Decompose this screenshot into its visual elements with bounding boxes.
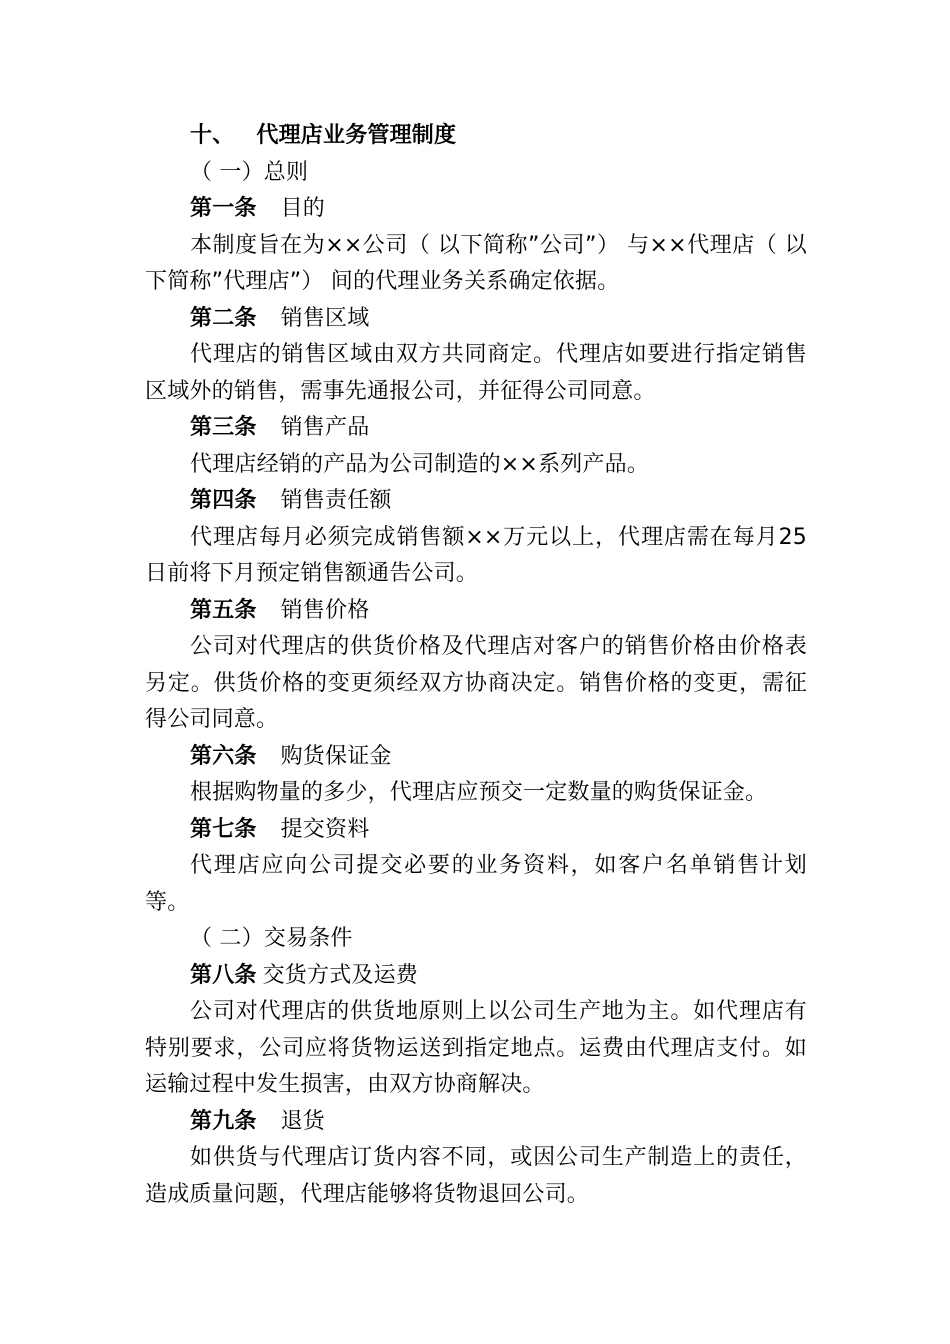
article-title: 交货方式及运费 (262, 962, 419, 988)
article-heading (145, 1104, 807, 1141)
article-title: 提交资料 (280, 816, 370, 842)
section-title (145, 118, 807, 155)
article-body: 根据购物量的多少，代理店应预交一定数量的购货保证金。 (190, 780, 768, 805)
article-heading (145, 593, 807, 630)
article-title: 购货保证金 (280, 743, 392, 769)
section-title-text: 代理店业务管理制度 (256, 123, 457, 148)
article-heading (145, 483, 807, 520)
article-body: 公司对代理店的供货地原则上以公司生产地为主。如代理店有特别要求，公司应将货物运送到指定地点。运费由代理店支付。如运输过程中发生损害，由双方协商解决。 (145, 999, 807, 1097)
article-body: 如供货与代理店订货内容不同，或因公司生产制造上的责任，造成质量问题，代理店能够将货物退回公司。 (145, 1145, 807, 1207)
article-heading (145, 812, 807, 849)
part-heading-general: （ 一）总则 (190, 159, 309, 185)
document-body (145, 118, 807, 1213)
article-label: 第五条 (190, 597, 257, 623)
article-heading (145, 191, 807, 228)
article-body: 代理店的销售区域由双方共同商定。代理店如要进行指定销售区域外的销售，需事先通报公司，并征得公司同意。 (145, 342, 807, 404)
article-title: 退货 (280, 1108, 326, 1134)
article-title: 销售区域 (280, 305, 370, 331)
article-body: 代理店应向公司提交必要的业务资料，如客户名单销售计划等。 (145, 853, 807, 915)
article-label: 第三条 (190, 415, 257, 440)
article-label: 第四条 (190, 488, 257, 513)
article-body: 代理店每月必须完成销售额××万元以上，代理店需在每月25日前将下月预定销售额通告公司。 (145, 524, 807, 586)
article-body: 本制度旨在为××公司（ 以下简称”公司”） 与××代理店（ 以下简称”代理店”） 间的代理业务关系确定依据。 (145, 232, 807, 294)
article-label: 第八条 (190, 962, 257, 988)
article-label: 第二条 (190, 305, 257, 331)
article-label: 第七条 (190, 816, 257, 842)
article-heading (145, 958, 807, 995)
article-title: 销售价格 (280, 597, 370, 623)
article-label: 第一条 (190, 196, 257, 221)
article-heading (145, 410, 807, 447)
article-heading (145, 739, 807, 776)
article-title: 目的 (280, 196, 326, 221)
article-body: 代理店经销的产品为公司制造的××系列产品。 (190, 451, 650, 477)
article-label: 第九条 (190, 1108, 257, 1134)
article-body: 公司对代理店的供货价格及代理店对客户的销售价格由价格表另定。供货价格的变更须经双方协商决定。销售价格的变更，需征得公司同意。 (145, 634, 807, 732)
section-number: 十、 (190, 123, 235, 148)
article-heading (145, 301, 807, 338)
article-label: 第六条 (190, 743, 257, 769)
article-title: 销售产品 (280, 415, 370, 440)
part-heading-trade-terms: （ 二）交易条件 (190, 926, 353, 951)
article-title: 销售责任额 (280, 488, 392, 513)
